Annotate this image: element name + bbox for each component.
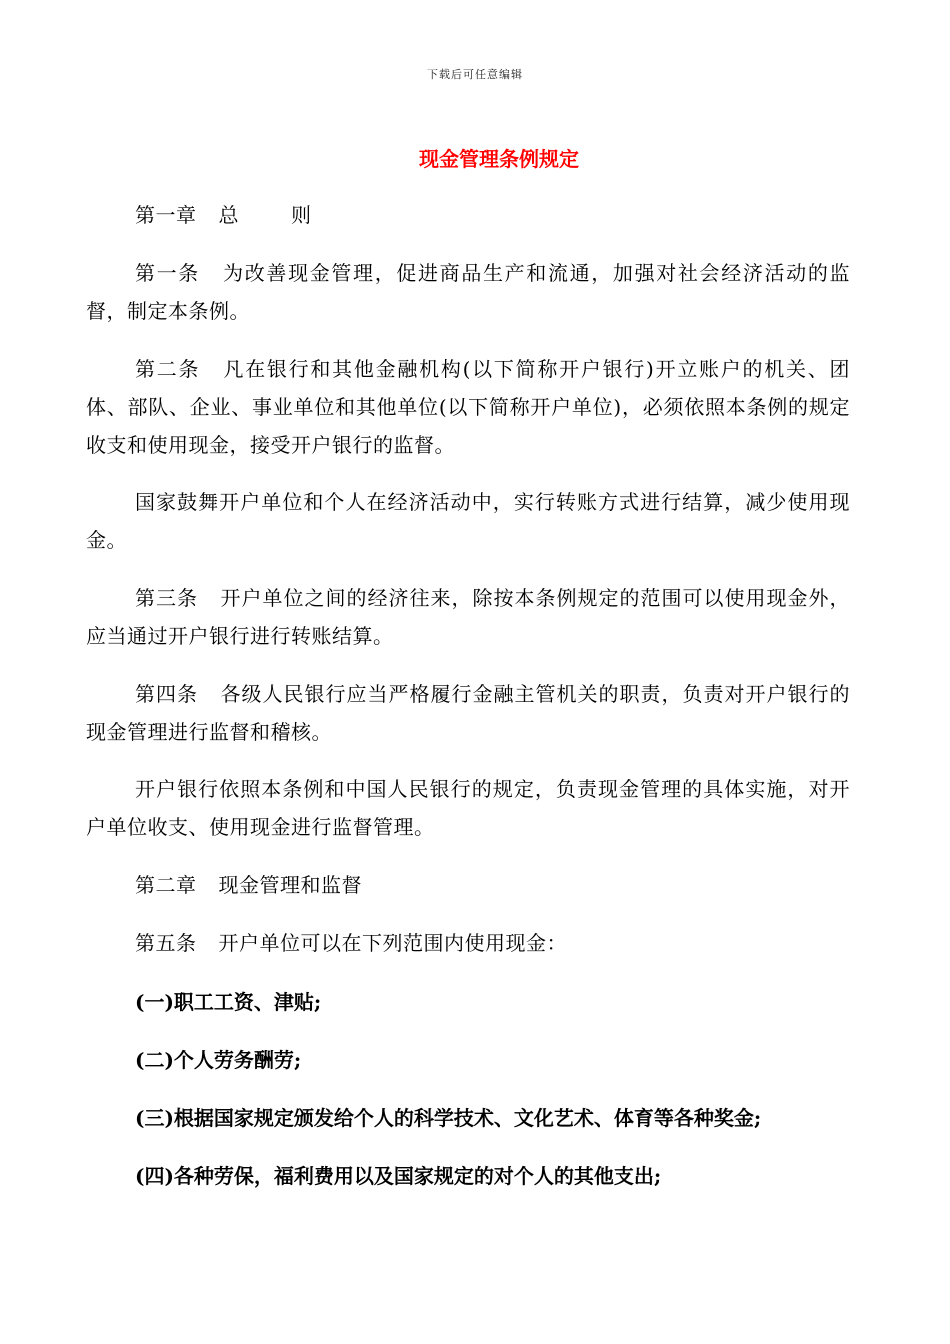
article-2-paragraph xyxy=(86,350,850,464)
article-2-text: 凡在银行和其他金融机构(以下简称开户银行)开立账户的机关、团体、部队、企业、事业单位和其他单位(以下简称开户单位)，必须依照本条例的规定收支和使用现金，接受开户银行的监督。 xyxy=(86,357,850,457)
article-4-supplement-paragraph: 开户银行依照本条例和中国人民银行的规定，负责现金管理的具体实施，对开户单位收支、使用现金进行监督管理。 xyxy=(86,777,850,839)
list-item-2: (二)个人劳务酬劳; xyxy=(135,1048,302,1072)
article-5-text: 开户单位可以在下列范围内使用现金： xyxy=(218,931,567,955)
chapter-1-label: 第一章 xyxy=(135,203,197,227)
chapter-2-name: 现金管理和监督 xyxy=(218,873,362,897)
list-item-1: (一)职工工资、津贴; xyxy=(135,990,322,1014)
article-1-paragraph xyxy=(86,254,850,330)
article-4-label: 第四条 xyxy=(135,682,198,706)
article-2-supplement-paragraph: 国家鼓舞开户单位和个人在经济活动中，实行转账方式进行结算，减少使用现金。 xyxy=(86,490,850,552)
article-5-label: 第五条 xyxy=(135,931,197,955)
article-1-label: 第一条 xyxy=(135,261,200,285)
header-note: 下载后可任意编辑 xyxy=(427,68,523,81)
article-3-paragraph xyxy=(86,579,850,655)
document-title: 现金管理条例规定 xyxy=(419,147,579,171)
article-4-text: 各级人民银行应当严格履行金融主管机关的职责，负责对开户银行的现金管理进行监督和稽核。 xyxy=(86,682,850,744)
list-item-3: (三)根据国家规定颁发给个人的科学技术、文化艺术、体育等各种奖金; xyxy=(135,1106,762,1130)
chapter-2-heading xyxy=(86,866,850,904)
list-item-4: (四)各种劳保，福利费用以及国家规定的对个人的其他支出; xyxy=(135,1164,662,1188)
article-2-label: 第二条 xyxy=(135,357,201,381)
article-1-text: 为改善现金管理，促进商品生产和流通，加强对社会经济活动的监督，制定本条例。 xyxy=(86,261,850,323)
chapter-2-label: 第二章 xyxy=(135,873,197,897)
article-5-paragraph xyxy=(86,924,850,962)
chapter-1-name-part1: 总 xyxy=(218,203,239,227)
article-3-text: 开户单位之间的经济往来，除按本条例规定的范围可以使用现金外，应当通过开户银行进行转账结算。 xyxy=(86,586,850,648)
article-3-label: 第三条 xyxy=(135,586,198,610)
article-4-paragraph xyxy=(86,675,850,751)
chapter-1-heading xyxy=(86,196,850,234)
chapter-1-name-part2: 则 xyxy=(291,203,312,227)
